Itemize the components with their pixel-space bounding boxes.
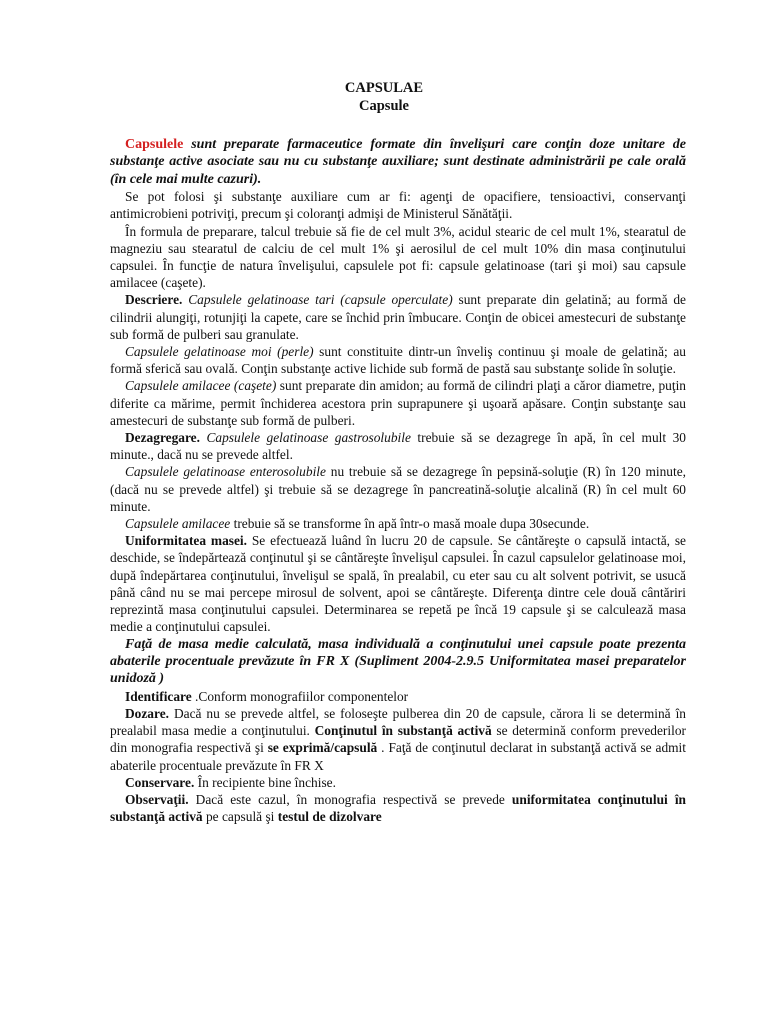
disintegration-label: Dezagregare. bbox=[125, 430, 200, 446]
hard-capsules-term: Capsulele gelatinoase tari (capsule operculate) bbox=[182, 292, 453, 308]
active-content-term: Conţinutul în substanţă activă bbox=[314, 723, 492, 739]
gastrosoluble-text: trebuie să se dezagrege în apă, în cel mult 30 minute., dacă nu se prevede altfel. bbox=[110, 430, 686, 463]
page-title: CAPSULAE bbox=[344, 80, 424, 96]
intro-term: Capsulele bbox=[125, 137, 184, 152]
intro-definition: sunt preparate farmaceutice formate din învelişuri care conţin doze unitare de substanţe active asociate sau nu cu substanţe auxiliare; sunt destinate administrării pe cale orală (în cele mai multe cazuri). bbox=[110, 137, 686, 187]
assay-text-1: Dacă nu se prevede altfel, se foloseşte pulberea din 20 de capsule, cărora li se determină în prealabil masa medie a conţinutului. bbox=[110, 705, 686, 739]
starch-disintegration-paragraph bbox=[110, 515, 686, 532]
gastrosoluble-term: Capsulele gelatinoase gastrosolubile bbox=[199, 430, 411, 446]
description-text: sunt preparate din gelatină; au formă de cilindrii alungiţi, rotunjiţi la capete, care se închid prin îmbucare. Conţin de obicei amestecuri de substanţe sub formă de pulberi sau granulate. bbox=[110, 292, 686, 342]
identification-paragraph bbox=[110, 688, 686, 705]
soft-capsules-text: sunt constituite dintr-un înveliş continuu şi moale de gelatină; au formă sferică sau ovală. Conţin substanţe active lichide sub formă de pastă sau substanţe solide în soluţie. bbox=[110, 344, 686, 377]
disintegration-paragraph bbox=[110, 429, 686, 463]
mass-uniformity-paragraph bbox=[110, 532, 686, 635]
formula-paragraph: În formula de preparare, talcul trebuie să fie de cel mult 3%, acidul stearic de cel mult 1%, stearatul de magneziu sau stearatul de calciu de cel mult 1% şi aerosilul de cel mult 10% din masa conţinutului capsulei. În funcţie de natura învelişului, capsulele pot fi: capsule gelatinoase (tari şi moi) sau capsule amilacee (caşete). bbox=[110, 223, 686, 291]
mass-uniformity-label: Uniformitatea masei. bbox=[125, 533, 247, 549]
identification-text: .Conform monografiilor componentelor bbox=[191, 688, 409, 704]
assay-label: Dozare. bbox=[125, 705, 169, 721]
enterosoluble-paragraph bbox=[110, 463, 686, 515]
observations-text-2: pe capsulă şi bbox=[202, 809, 278, 825]
observations-label: Observaţii. bbox=[125, 791, 189, 807]
identification-label: Identificare bbox=[125, 688, 192, 704]
description-label: Descriere. bbox=[125, 292, 183, 308]
mass-uniformity-text: Se efectuează luând în lucru 20 de capsule. Se cântăreşte o capsulă intactă, se deschide, se îndepărtează conţinutul şi se cântăreşte învelişul capsulei. În cazul capsulelor gelatinoase moi, după îndepărtarea conţinutului, învelişul se spală, în prealabil, cu eter sau cu alt solvent potrivit, se usucă până când nu se mai percepe mirosul de solvent, apoi se cântăreşte. Diferenţa dintre cele două cântăriri reprezintă masa conţinutului capsulei. Determinarea se repetă pe încă 19 capsule şi se calculează masa medie a conţinutului capsulei. bbox=[110, 533, 686, 635]
starch-disintegration-text: trebuie să se transforme în apă într-o masă moale dupa 30secunde. bbox=[230, 516, 590, 532]
soft-capsules-term: Capsulele gelatinoase moi (perle) bbox=[125, 344, 314, 360]
soft-capsules-paragraph bbox=[110, 343, 686, 377]
starch-capsules-paragraph bbox=[110, 377, 686, 429]
auxiliary-substances-paragraph: Se pot folosi şi substanţe auxiliare cum ar fi: agenţi de opacifiere, tensioactivi, conservanţi antimicrobieni potriviţi, precum şi coloranţi admişi de Ministerul Sănătăţii. bbox=[110, 189, 686, 222]
assay-text-2: se determină conform prevederilor din monografia respectivă şi bbox=[110, 723, 686, 756]
starch-disintegration-term: Capsulele amilacee bbox=[125, 516, 231, 532]
storage-text: În recipiente bine închise. bbox=[194, 774, 336, 790]
page-subtitle: Capsule bbox=[359, 98, 409, 114]
description-paragraph bbox=[110, 291, 686, 343]
storage-paragraph bbox=[110, 774, 686, 791]
dissolution-test-term: testul de dizolvare bbox=[277, 809, 382, 825]
intro-paragraph bbox=[110, 136, 686, 188]
mass-deviation-paragraph: Faţă de masa medie calculată, masa individuală a conţinutului unei capsule poate prezenta abaterile procentuale prevăzute în FR X (Supliment 2004-2.9.5 Uniformitatea masei preparatelor unidoză ) bbox=[110, 636, 686, 687]
document-body bbox=[110, 136, 686, 825]
assay-text-3: . Faţă de conţinutul declarat in substanţă activă se admit abaterile procentuale prevăzute în FR X bbox=[110, 740, 686, 773]
assay-paragraph bbox=[110, 705, 686, 774]
starch-capsules-text: sunt preparate din amidon; au formă de cilindri plaţi a căror diametre, puţin diferite ca mărime, permit închiderea acestora prin suprapunere şi uşoară apăsare. Conţin substanţe sau amestecuri de substanţe sub formă de pulberi. bbox=[110, 378, 686, 428]
enterosoluble-text: nu trebuie să se dezagrege în pepsină-soluţie (R) în 120 minute, (dacă nu se prevede altfel) şi trebuie să se dezagrege în pancreatină-soluţie alcalină (R) în cel mult 60 minute. bbox=[110, 464, 687, 514]
observations-text-1: Dacă este cazul, în monografia respectivă se prevede bbox=[188, 791, 512, 807]
per-capsule-term: se exprimă/capsulă bbox=[267, 740, 378, 756]
observations-paragraph bbox=[110, 791, 686, 825]
starch-capsules-term: Capsulele amilacee (caşete) bbox=[125, 378, 277, 394]
storage-label: Conservare. bbox=[125, 774, 195, 790]
content-uniformity-term: uniformitatea conţinutului în substanţă activă bbox=[110, 791, 686, 825]
enterosoluble-term: Capsulele gelatinoase enterosolubile bbox=[125, 464, 326, 480]
